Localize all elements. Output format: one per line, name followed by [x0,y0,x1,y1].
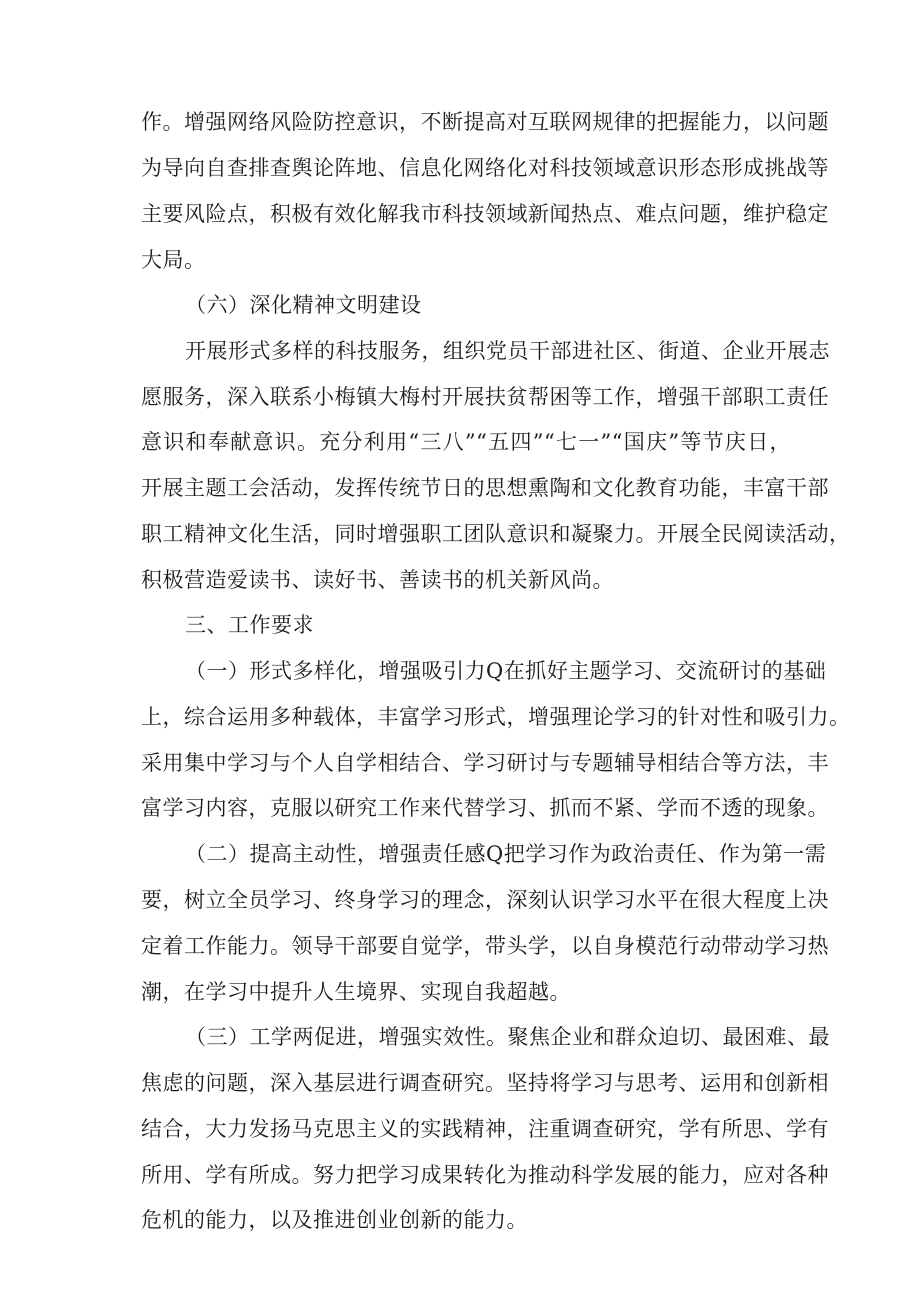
paragraph-line: 结合，大力发扬马克思主义的实践精神，注重调查研究，学有所思、学有 [141,1117,829,1141]
paragraph-line: 职工精神文化生活，同时增强职工团队意识和凝聚力。开展全民阅读活动， [141,522,851,546]
paragraph-line: （一）形式多样化，增强吸引力Q在抓好主题学习、交流研讨的基础 [185,659,827,683]
paragraph-line: 愿服务，深入联系小梅镇大梅村开展扶贫帮困等工作，增强干部职工责任 [141,385,829,409]
paragraph-line: 要，树立全员学习、终身学习的理念，深刻认识学习水平在很大程度上决 [141,888,829,912]
paragraph-line: 所用、学有所成。努力把学习成果转化为推动科学发展的能力，应对各种 [141,1163,829,1187]
paragraph-line: 作。增强网络风险防控意识，不断提高对互联网规律的把握能力，以问题 [141,110,829,134]
paragraph-line: 上，综合运用多种载体，丰富学习形式，增强理论学习的针对性和吸引力。 [141,705,851,729]
paragraph-line: （三）工学两促进，增强实效性。聚焦企业和群众迫切、最困难、最 [185,1025,830,1049]
paragraph-line: 主要风险点，积极有效化解我市科技领域新闻热点、难点问题，维护稳定 [141,202,829,226]
paragraph-line: 潮，在学习中提升人生境界、实现自我超越。 [141,980,571,1004]
paragraph-line: 焦虑的问题，深入基层进行调查研究。坚持将学习与思考、运用和创新相 [141,1071,829,1095]
paragraph-line: 为导向自查排查舆论阵地、信息化网络化对科技领域意识形态形成挑战等 [141,156,829,180]
paragraph-line: 开展形式多样的科技服务，组织党员干部进社区、街道、企业开展志 [185,339,830,363]
paragraph-line: 定着工作能力。领导干部要自觉学，带头学，以自身模范行动带动学习热 [141,934,829,958]
section-heading: （六）深化精神文明建设 [185,293,422,317]
paragraph-line: 采用集中学习与个人自学相结合、学习研讨与专题辅导相结合等方法，丰 [141,751,829,775]
section-heading: 三、工作要求 [185,613,314,637]
paragraph-line: 积极营造爱读书、读好书、善读书的机关新风尚。 [141,568,614,592]
paragraph-line: 开展主题工会活动，发挥传统节日的思想熏陶和文化教育功能，丰富干部 [141,476,829,500]
paragraph-line: （二）提高主动性，增强责任感Q把学习作为政治责任、作为第一需 [185,842,827,866]
paragraph-line: 富学习内容，克服以研究工作来代替学习、抓而不紧、学而不透的现象。 [141,796,829,820]
paragraph-line: 意识和奉献意识。充分利用“三八”“五四”“七一”“国庆”等节庆日， [141,430,791,454]
paragraph-line: 危机的能力，以及推进创业创新的能力。 [141,1208,528,1232]
paragraph-line: 大局。 [141,248,206,272]
